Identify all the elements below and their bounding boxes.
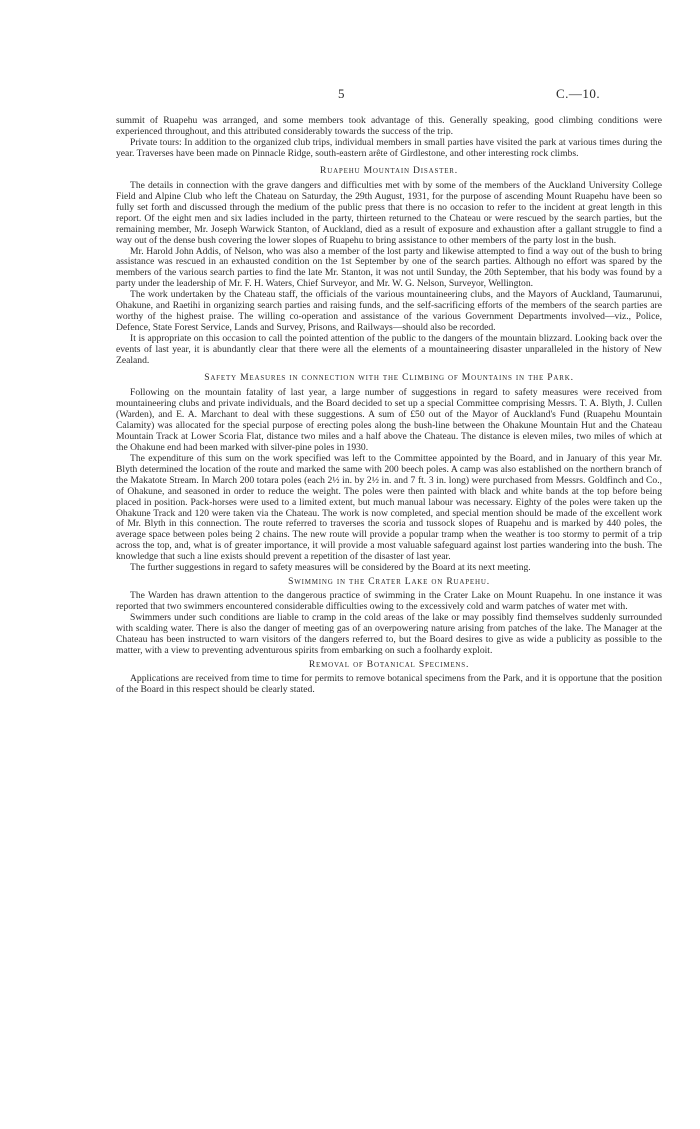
- document-reference: C.—10.: [556, 86, 601, 101]
- heading-ruapehu-disaster: Ruapehu Mountain Disaster.: [320, 164, 458, 176]
- heading-safety-measures: Safety Measures in connection with the Climbing of Mountains in the Park.: [204, 372, 574, 384]
- paragraph-private-tours: Private tours: In addition to the organized club trips, individual members in small parties have visited the park at various times during the year. Traverses have been made on Pinnacle Ridge, south-eastern arête of Girdlestone, and other interesting rock climbs.: [116, 136, 662, 159]
- paragraph-blizzard-warning: It is appropriate on this occasion to call the pointed attention of the public to the dangers of the mountain blizzard. Looking back over the events of last year, it is abundantly clear that there were all the elements of a mountaineering disaster unparalleled in the history of New Zealand.: [116, 333, 662, 367]
- page-number: 5: [338, 86, 345, 101]
- body-text: [116, 116, 662, 696]
- heading-botanical-specimens: Removal of Botanical Specimens.: [308, 658, 470, 670]
- paragraph-disaster-details: The details in connection with the grave dangers and difficulties met with by some of the members of the Auckland University College Field and Alpine Club who left the Chateau on Saturday, the 29th August, 1931, for the purpose of ascending Mount Ruapehu have been so fully set forth and discussed through the medium of the public press that there is no occasion to refer to the incident at great length in this report. Of the eight men and six ladies included in the party, thirteen returned to the Chateau or were rescued by the search parties, but the remaining member, Mr. Joseph Warwick Stanton, of Auckland, died as a result of exposure and exhaustion after a gallant struggle to find a way out of the dense bush covering the lower slopes of Ruapehu to bring assistance to other members of the party lost in the bush.: [116, 179, 662, 246]
- paragraph-search-parties: The work undertaken by the Chateau staff, the officials of the various mountaineering clubs, and the Mayors of Auckland, Taumarunui, Ohakune, and Raetihi in organizing search parties and raising funds, and the self-sacrificing efforts of the members of the search parties are worthy of the highest praise. The willing co-operation and assistance of the various Government Departments involved—viz., Police, Defence, State Forest Service, Lands and Survey, Prisons, and Railways—should also be recorded.: [116, 289, 662, 334]
- paragraph-addis-rescue: Mr. Harold John Addis, of Nelson, who was also a member of the lost party and likewise attempted to find a way out of the bush to bring assistance was rescued in an exhausted condition on the 1st September by one of the search parties. Although no effort was spared by the members of the various search parties to find the late Mr. Stanton, it was not until Sunday, the 20th September, that his body was found by a party under the leadership of Mr. F. H. Waters, Chief Surveyor, and Mr. W. G. Nelson, Surveyor, Wellington.: [116, 245, 662, 290]
- heading-crater-lake-swimming: Swimming in the Crater Lake on Ruapehu.: [288, 576, 490, 588]
- paragraph-pole-route: The expenditure of this sum on the work specified was left to the Committee appointed by the Board, and in January of this year Mr. Blyth determined the location of the route and marked the same with 200 beech poles. A camp was also established on the northern branch of the Makatote Stream. In March 200 totara poles (each 2½ in. by 2½ in. and 7 ft. 3 in. long) were purchased from Messrs. Goldfinch and Co., of Ohakune, and seasoned in order to reduce the weight. The poles were then painted with black and white bands at the top before being placed in position. Pack-horses were used to a limited extent, but much manual labour was necessary. Eighty of the poles were taken up the Ohakune Track and 120 were taken via the Chateau. The work is now completed, and special mention should be made of the excellent work of Mr. Blyth in this connection. The route referred to traverses the scoria and tussock slopes of Ruapehu and is marked by 440 poles, the average space between poles being 2 chains. The new route will provide a popular tramp when the weather is too stormy to permit of a trip across the top, and, what is of greater importance, it will provide a most valuable safeguard against lost parties wandering into the bush. The knowledge that such a line exists should prevent a repetition of the disaster of last year.: [116, 452, 662, 563]
- page-header: [0, 86, 700, 104]
- paragraph-swimming-danger: The Warden has drawn attention to the dangerous practice of swimming in the Crater Lake on Mount Ruapehu. In one instance it was reported that two swimmers encountered considerable difficulties owing to the excessively cold and warm patches of water met with.: [116, 590, 662, 613]
- paragraph-club-trip-summary: summit of Ruapehu was arranged, and some members took advantage of this. Generally speaking, good climbing conditions were experienced throughout, and this attributed considerably towards the success of the trip.: [116, 115, 662, 137]
- paragraph-further-suggestions: The further suggestions in regard to safety measures will be considered by the Board at its next meeting.: [130, 562, 531, 574]
- paragraph-botanical-permits: Applications are received from time to time for permits to remove botanical specimens from the Park, and it is opportune that the position of the Board in this respect should be clearly stated.: [116, 672, 662, 695]
- paragraph-safety-committee: Following on the mountain fatality of last year, a large number of suggestions in regard to safety measures were received from mountaineering clubs and private individuals, and the Board decided to set up a special Committee comprising Messrs. T. A. Blyth, J. Cullen (Warden), and E. A. Marchant to deal with these suggestions. A sum of £50 out of the Mayor of Auckland's Fund (Ruapehu Mountain Calamity) was allocated for the special purpose of erecting poles along the bush-line between the Ohakune Mountain Hut and the Chateau Mountain Track at Lower Scoria Flat, distance two miles and a half above the Chateau. The distance is eleven miles, two miles of which at the Ohakune end had been marked with silver-pine poles in 1930.: [116, 387, 662, 453]
- paragraph-swimmers-warning: Swimmers under such conditions are liable to cramp in the cold areas of the lake or may possibly find themselves suddenly surrounded with scalding water. There is also the danger of meeting gas of an overpowering nature arising from patches of the lake. The Manager at the Chateau has been instructed to warn visitors of the dangers referred to, but the Board desires to give as wide a publicity as possible to the matter, with a view to preventing adventurous spirits from embarking on such a foolhardy exploit.: [116, 612, 662, 656]
